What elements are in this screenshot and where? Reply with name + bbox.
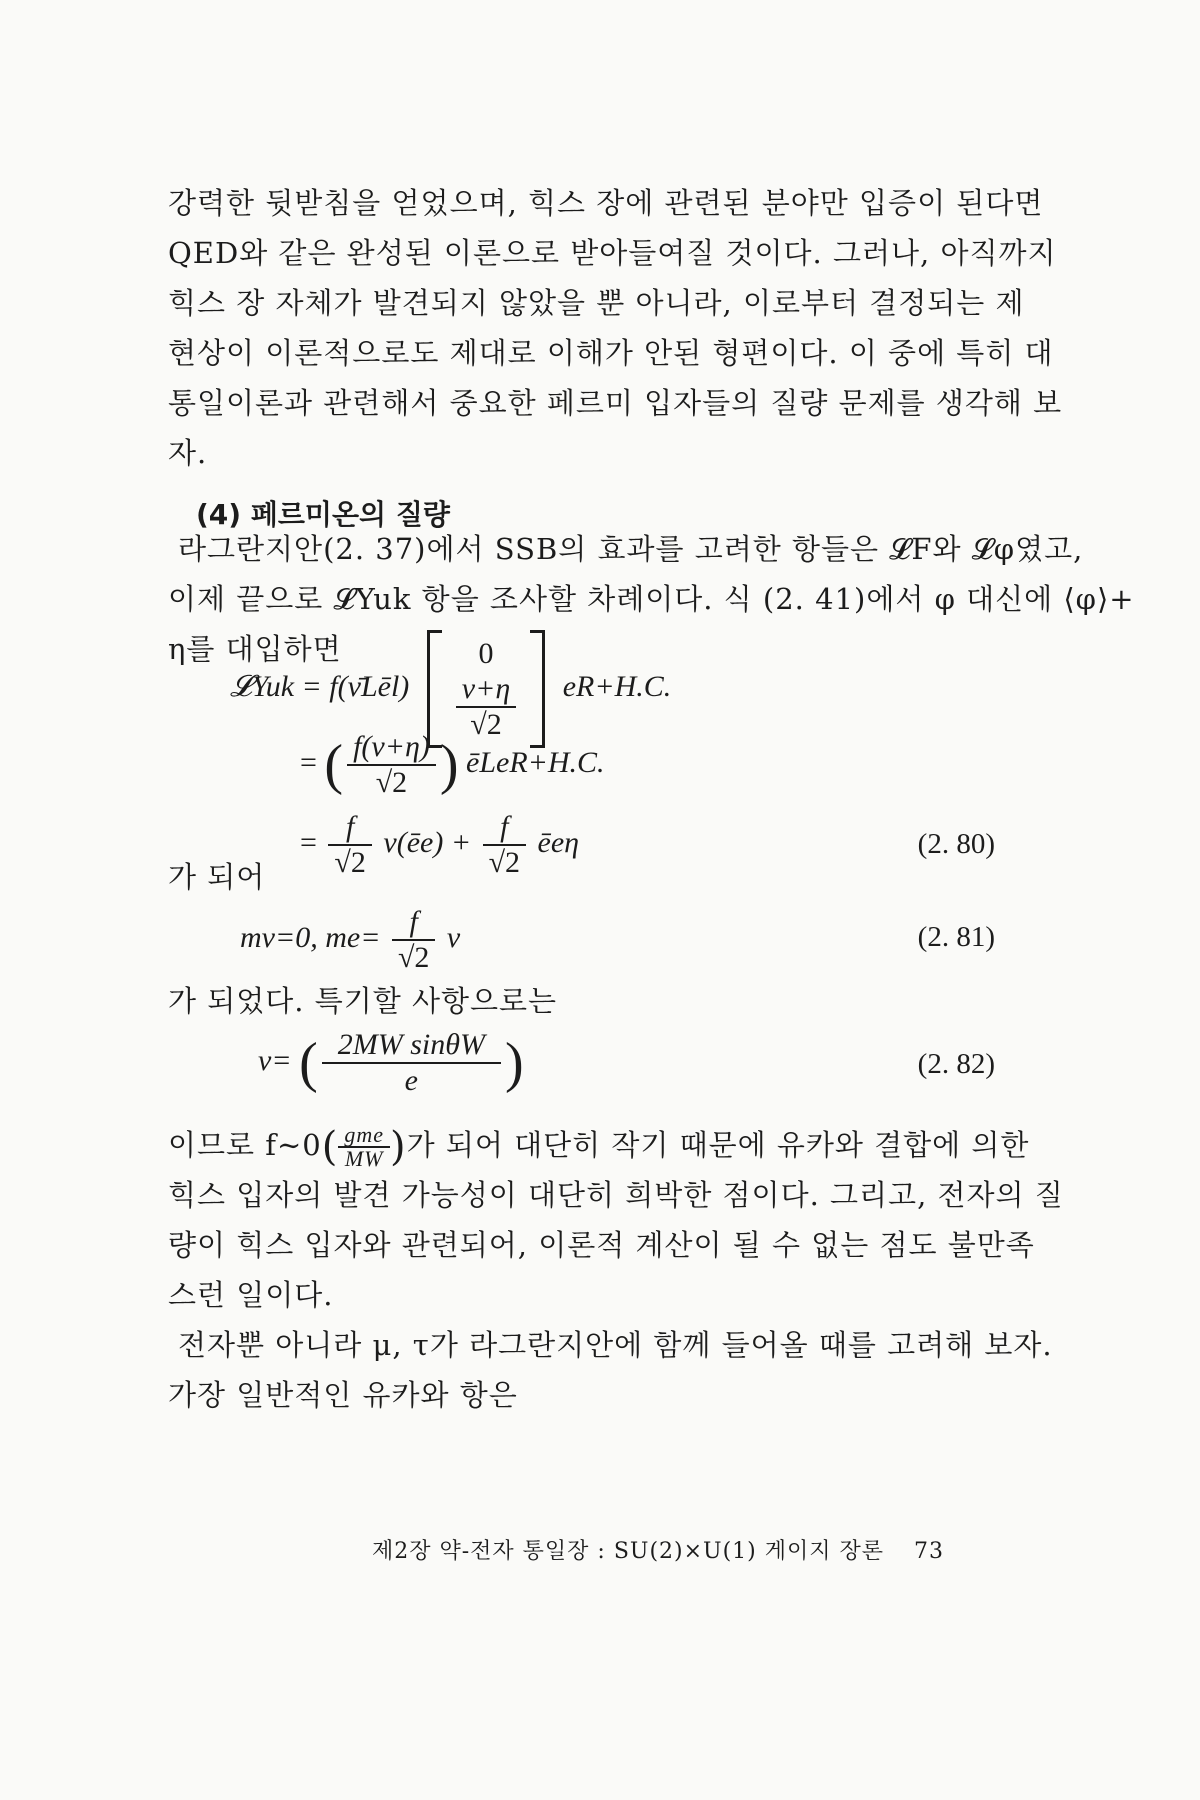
text-line: 힉스 입자의 발견 가능성이 대단히 희박한 점이다. 그리고, 전자의 질 — [168, 1178, 1064, 1212]
frac-num: f — [483, 810, 526, 846]
frac-den: √2 — [397, 941, 430, 974]
section-heading: (4) 페르미온의 질량 — [196, 498, 450, 531]
text-line: 강력한 뒷받침을 얻었으며, 힉스 장에 관련된 분야만 입증이 된다면 — [168, 186, 1044, 220]
text-line: 가 되어 — [168, 860, 266, 894]
matrix-top: 0 — [478, 637, 494, 670]
equals-sign: = — [300, 825, 317, 859]
frac-num: gme — [338, 1124, 390, 1148]
text-line: 현상이 이론적으로도 제대로 이해가 안된 형편이다. 이 중에 특히 대 — [168, 336, 1054, 370]
frac-den: √2 — [375, 766, 408, 799]
text-line: 이제 끝으로 𝓛Yuk 항을 조사할 차례이다. 식 (2. 41)에서 φ 대신에 ⟨φ⟩+ — [168, 582, 1135, 616]
frac-num: f — [392, 905, 435, 941]
text-line: 자. — [168, 436, 208, 470]
text-line: 가장 일반적인 유카와 항은 — [168, 1378, 518, 1412]
text-after-2-81 — [168, 976, 1000, 1026]
text-line: 량이 힉스 입자와 관련되어, 이론적 계산이 될 수 없는 점도 불만족 — [168, 1228, 1035, 1262]
frac-den: √2 — [334, 846, 366, 879]
text-line: QED와 같은 완성된 이론으로 받아들여질 것이다. 그러나, 아직까지 — [168, 236, 1057, 270]
text-line: 이므로 f∼0( $\frac{\text{gme}}{MW}$ )가 되어 대단히 작기 때문에 유카와 결합에 의한 — [168, 1122, 1030, 1171]
frac-den: MW — [344, 1146, 384, 1171]
text-line: 힉스 장 자체가 발견되지 않았을 뿐 아니라, 이로부터 결정되는 제 — [168, 286, 1025, 320]
text-part: 가 되어 대단히 작기 때문에 유카와 결합에 의한 — [406, 1128, 1030, 1162]
equation-number: (2. 81) — [917, 921, 995, 953]
page-footer — [372, 1534, 944, 1565]
paragraph-3 — [168, 1120, 1064, 1320]
frac-num: f — [328, 810, 371, 846]
frac-num: f(v+η) — [347, 730, 436, 766]
eq-lead: v= — [258, 1043, 292, 1077]
frac-num: 2MW sinθW — [322, 1028, 501, 1064]
text-line: 라그란지안(2. 37)에서 SSB의 효과를 고려한 항들은 𝓛F와 𝓛φ였고, — [178, 532, 1084, 566]
eq-2-82-body: v= ( $\frac{\text{2MW sinθW}}{e}$ ) — [258, 1028, 524, 1097]
text-after-2-80 — [168, 852, 1000, 902]
eq-tail: ēeη — [537, 825, 580, 859]
text-line: 가 되었다. 특기할 사항으로는 — [168, 984, 558, 1018]
eq-2-81-body — [240, 905, 460, 975]
paragraph-1 — [168, 178, 1063, 478]
eq-tail: v — [446, 920, 461, 954]
text-line: 스런 일이다. — [168, 1278, 334, 1312]
equation-number: (2. 82) — [917, 1048, 995, 1080]
equals-sign: = — [300, 745, 317, 779]
running-head: 제2장 약-전자 통일장 : SU(2)×U(1) 게이지 장론 — [372, 1539, 884, 1564]
eq-lhs: 𝓛Yuk = f(ν̄Lēl) — [230, 669, 410, 703]
eq-masses: mν=0, me= — [240, 920, 381, 954]
eq-mid: v(ēe) + — [383, 825, 472, 859]
frac-den: e — [404, 1064, 418, 1097]
eq-rhs: ēLeR+H.C. — [466, 745, 605, 779]
matrix-num: v+η — [456, 672, 516, 708]
equation-number: (2. 80) — [917, 828, 995, 860]
matrix-den: √2 — [470, 708, 502, 741]
frac-den: √2 — [488, 846, 521, 879]
text-line: 전자뿐 아니라 μ, τ가 라그란지안에 함께 들어올 때를 고려해 보자. — [178, 1328, 1053, 1362]
paragraph-4 — [168, 1320, 1053, 1420]
text-line: η를 대입하면 — [168, 632, 342, 666]
page-number: 73 — [914, 1539, 944, 1564]
eq-2-80-line2: = ( $\frac{f(v+\eta)}{√2}$ ) ēLeR+H.C. — [300, 730, 605, 799]
eq-rhs: eR+H.C. — [562, 669, 672, 703]
text-part: 이므로 f∼0 — [168, 1128, 322, 1162]
text-line: 통일이론과 관련해서 중요한 페르미 입자들의 질량 문제를 생각해 보 — [168, 386, 1063, 420]
